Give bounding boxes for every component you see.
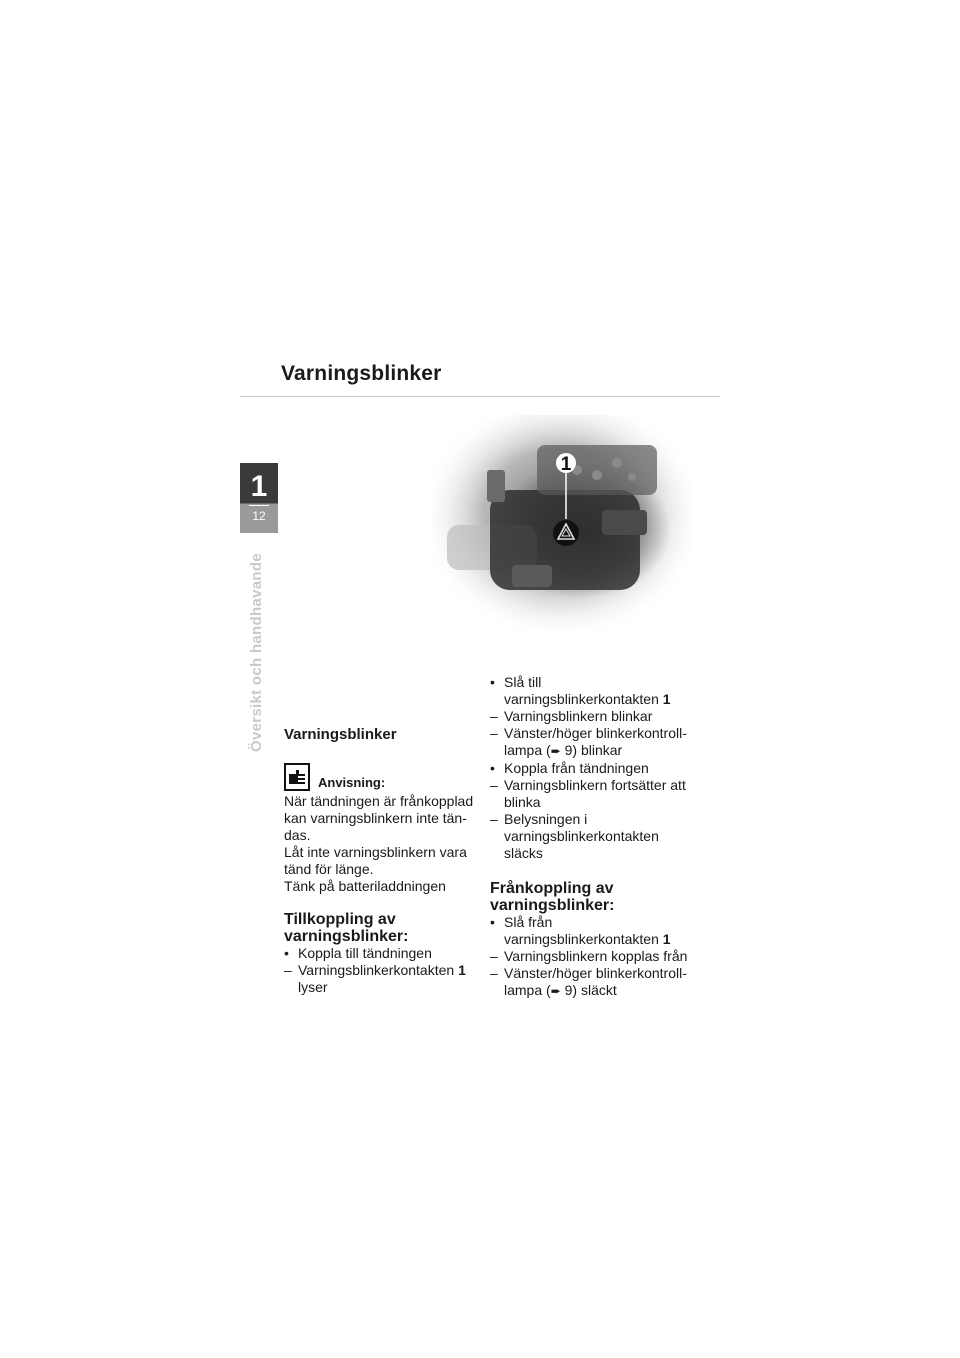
- list-item: – Varningsblinkerkontakten 1 lyser: [284, 962, 466, 995]
- list-item: – Varningsblinkern blinkar: [490, 708, 653, 724]
- list-item: • Slå till varningsblinkerkontakten 1: [490, 674, 671, 707]
- note-line: När tändningen är frånkopplad: [284, 793, 474, 809]
- list-item: • Slå från varningsblinkerkontakten 1: [490, 914, 671, 947]
- callout-number: 1: [560, 454, 572, 475]
- page-ref-arrow-icon: ➨: [550, 984, 561, 998]
- note-label: Anvisning:: [318, 775, 386, 790]
- subsection-heading: Tillkoppling av varningsblinker:: [284, 911, 409, 945]
- title-divider: [240, 396, 720, 397]
- page-ref-arrow-icon: ➨: [550, 744, 561, 758]
- section-side-label: Översikt och handhavande: [248, 553, 265, 752]
- list-item: – Varningsblinkern kopplas från: [490, 948, 688, 964]
- subsection-heading: Frånkoppling av varningsblinker:: [490, 880, 615, 914]
- list-item: – Varningsblinkern fortsätter att blinka: [490, 777, 686, 810]
- left-column: [284, 726, 474, 996]
- note-line: Låt inte varningsblinkern vara: [284, 844, 467, 860]
- page-number: 12: [252, 509, 266, 523]
- note-line: kan varningsblinkern inte tän-: [284, 810, 467, 826]
- note-line: Tänk på batteriladdningen: [284, 878, 446, 894]
- handlebar-switch-photo: [432, 415, 692, 640]
- note-line: tänd för länge.: [284, 861, 374, 877]
- chapter-divider: [249, 505, 269, 506]
- note-header: [284, 757, 474, 791]
- note-line: das.: [284, 827, 311, 843]
- list-item: • Koppla från tändningen: [490, 760, 649, 776]
- right-column: [490, 674, 700, 1000]
- chapter-number: 1: [250, 470, 268, 503]
- list-item: – Vänster/höger blinkerkontroll- lampa (➨ 9) släckt: [490, 965, 687, 998]
- note-hand-icon: [284, 763, 310, 791]
- section-heading: Varningsblinker: [284, 726, 397, 743]
- list-item: – Belysningen i varningsblinkerkontakten släcks: [490, 811, 659, 861]
- list-item: – Vänster/höger blinkerkontroll- lampa (➨ 9) blinkar: [490, 725, 687, 758]
- list-item: • Koppla till tändningen: [284, 945, 432, 961]
- page-title: Varningsblinker: [281, 362, 442, 385]
